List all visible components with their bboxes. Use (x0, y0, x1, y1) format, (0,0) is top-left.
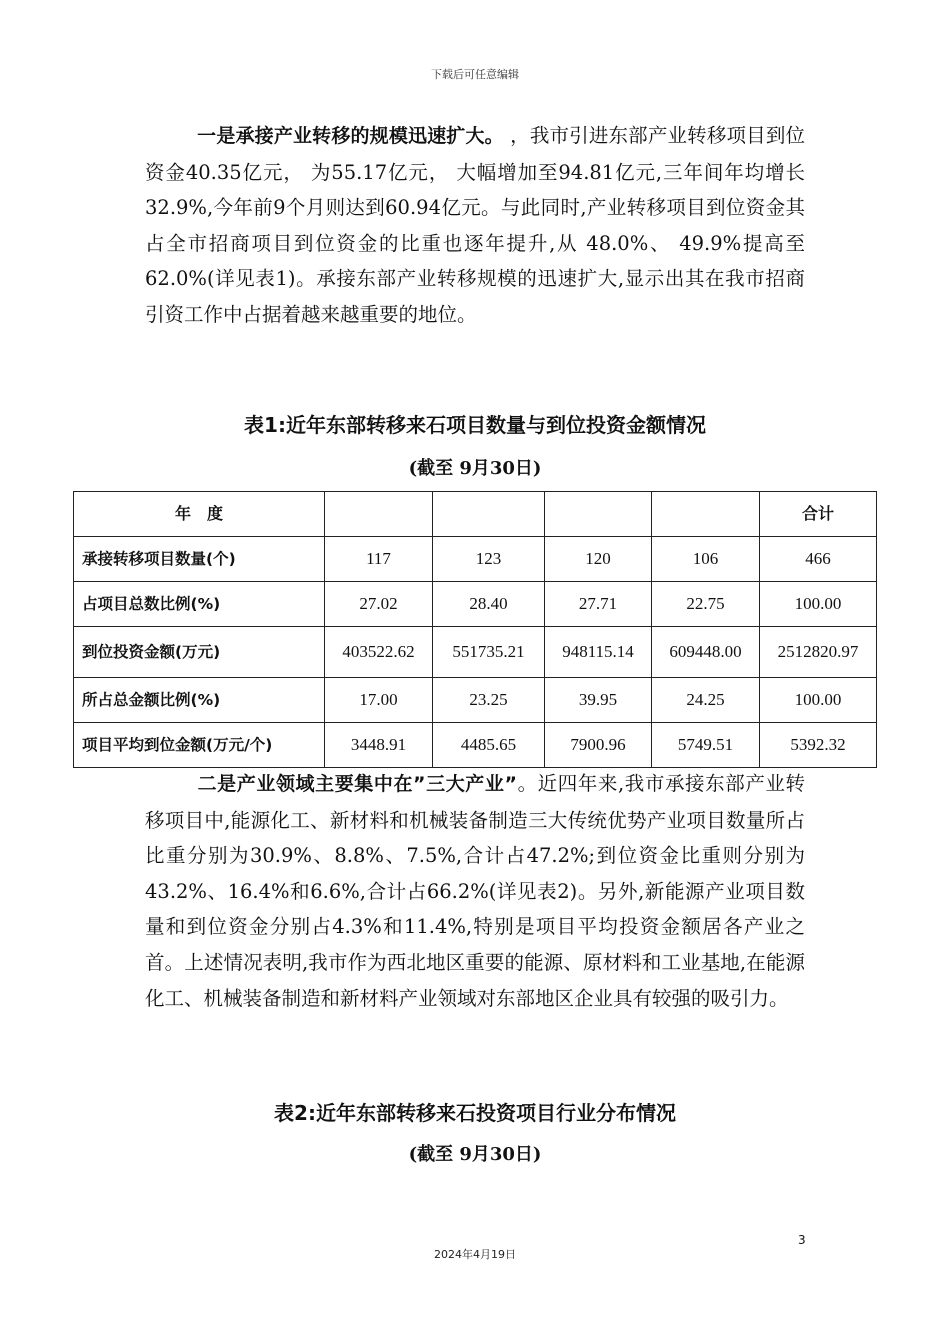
table1-header-cell (652, 492, 760, 537)
table-cell: 4485.65 (433, 723, 545, 768)
table-cell: 17.00 (325, 678, 433, 723)
table-cell: 403522.62 (325, 627, 433, 678)
paragraph-scale-body: ，我市引进东部产业转移项目到位资金40.35亿元， 为55.17亿元， 大幅增加至94.81亿元,三年间年均增长32.9%,今年前9个月则达到60.94亿元。与此同时,产业转移项目到位资金其占全市招商项目到位资金的比重也逐年提升,从 48.0%、 49.9%提高至 62.0%(详见表1)。承接东部产业转移规模的迅速扩大,显示出其在我市招商引资工作中占据着越来越重要的地位。 (145, 124, 805, 326)
table-cell: 117 (325, 537, 433, 582)
paragraph-industries-body: 。近四年来,我市承接东部产业转移项目中,能源化工、新材料和机械装备制造三大传统优势产业项目数量所占比重分别为30.9%、8.8%、7.5%,合计占47.2%;到位资金比重则分别为43.2%、16.4%和6.6%,合计占66.2%(详见表2)。另外,新能源产业项目数量和到位资金分别占4.3%和11.4%,特别是项目平均投资金额居各产业之首。上述情况表明,我市作为西北地区重要的能源、原材料和工业基地,在能源化工、机械装备制造和新材料产业领域对东部地区企业具有较强的吸引力。 (145, 772, 806, 1010)
table-cell: 22.75 (652, 582, 760, 627)
table-cell: 24.25 (652, 678, 760, 723)
table1-header-cell (545, 492, 652, 537)
table2-title: 表2:近年东部转移来石投资项目行业分布情况 (274, 1101, 676, 1125)
table2-subtitle: (截至 9月30日) (408, 1144, 542, 1165)
table-cell: 466 (760, 537, 877, 582)
page-footer-date: 2024年4月19日 (434, 1248, 516, 1261)
table-row (74, 582, 877, 627)
paragraph-scale (145, 118, 805, 333)
table1-title: 表1:近年东部转移来石项目数量与到位投资金额情况 (244, 413, 706, 437)
table-row (74, 537, 877, 582)
table1-header-cell: 年 度 (74, 492, 325, 537)
table-row-label: 承接转移项目数量(个) (74, 537, 325, 582)
table-cell: 948115.14 (545, 627, 652, 678)
page-header: 下载后可任意编辑 (431, 68, 519, 81)
paragraph-industries-lead: 二是产业领域主要集中在”三大产业” (197, 773, 517, 795)
table1 (73, 491, 877, 768)
table1-header-row (74, 492, 877, 537)
table1-header-cell: 合计 (760, 492, 877, 537)
table-row (74, 627, 877, 678)
table-cell: 106 (652, 537, 760, 582)
table-cell: 120 (545, 537, 652, 582)
table-cell: 27.02 (325, 582, 433, 627)
table-row-label: 到位投资金额(万元) (74, 627, 325, 678)
table-cell: 3448.91 (325, 723, 433, 768)
paragraph-industries (145, 766, 805, 1016)
table-cell: 2512820.97 (760, 627, 877, 678)
table-row-label: 项目平均到位金额(万元/个) (74, 723, 325, 768)
table-cell: 39.95 (545, 678, 652, 723)
table-cell: 28.40 (433, 582, 545, 627)
table-cell: 23.25 (433, 678, 545, 723)
table-row-label: 所占总金额比例(%) (74, 678, 325, 723)
table-row-label: 占项目总数比例(%) (74, 582, 325, 627)
table-cell: 27.71 (545, 582, 652, 627)
table-cell: 551735.21 (433, 627, 545, 678)
page-number: 3 (798, 1233, 806, 1247)
paragraph-scale-lead: 一是承接产业转移的规模迅速扩大。 (197, 125, 504, 147)
table-cell: 5749.51 (652, 723, 760, 768)
table-cell: 7900.96 (545, 723, 652, 768)
table-cell: 5392.32 (760, 723, 877, 768)
table-cell: 100.00 (760, 582, 877, 627)
table1-header-cell (325, 492, 433, 537)
table-cell: 123 (433, 537, 545, 582)
table-cell: 100.00 (760, 678, 877, 723)
table-row (74, 678, 877, 723)
table1-header-cell (433, 492, 545, 537)
table-cell: 609448.00 (652, 627, 760, 678)
table-row (74, 723, 877, 768)
table1-subtitle: (截至 9月30日) (408, 458, 542, 479)
